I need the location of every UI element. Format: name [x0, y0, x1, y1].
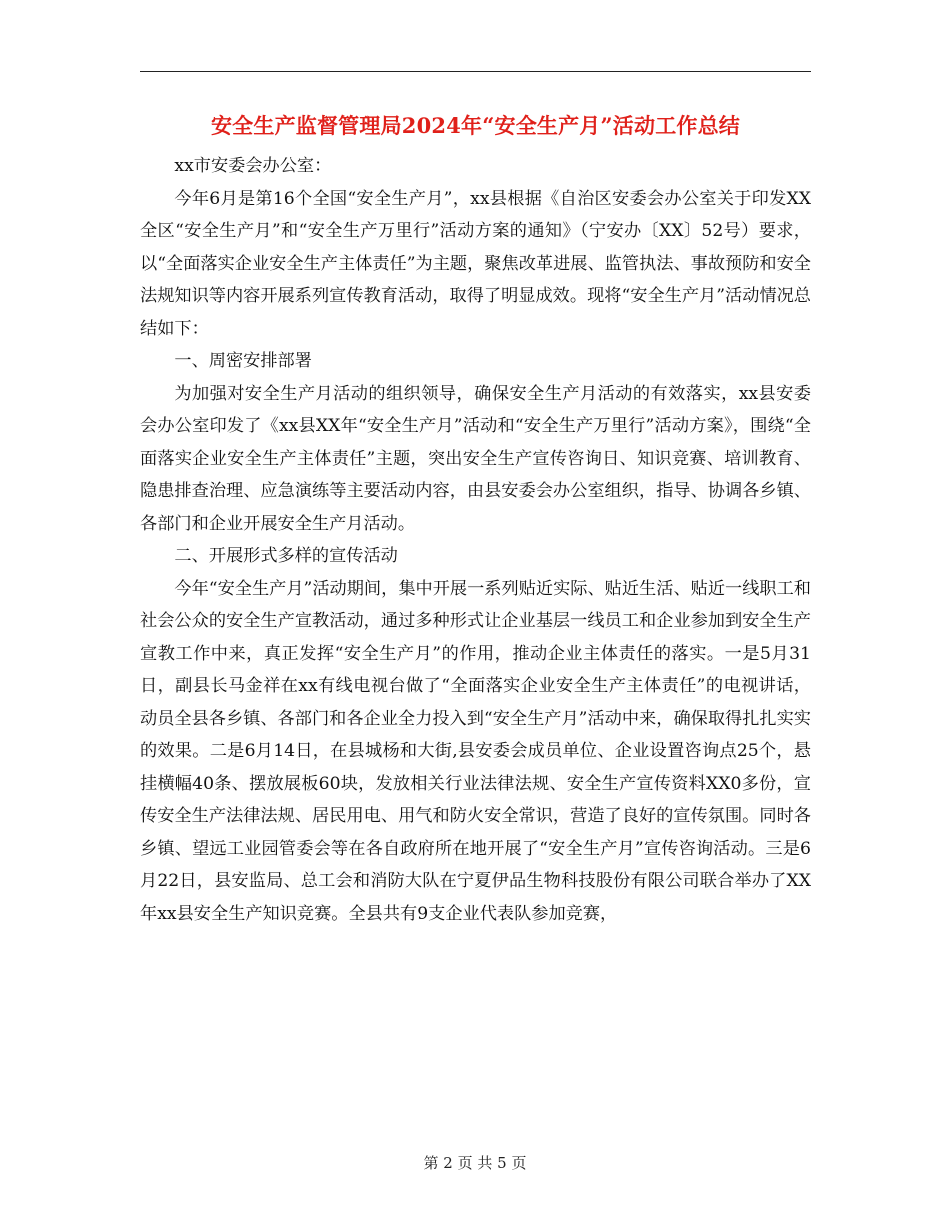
- salutation: xx市安委会办公室：: [174, 156, 332, 176]
- section-2-paragraph: 今年“安全生产月”活动期间，集中开展一系列贴近实际、贴近生活、贴近一线职工和社会公众的安全生产宣教活动，通过多种形式让企业基层一线员工和企业参加到安全生产宣教工作中来，真正发挥“安全生产月”的作用，推动企业主体责任的落实。一是5月31日，副县长马金祥在xx有线电视台做了“全面落实企业安全生产主体责任”的电视讲话，动员全县各乡镇、各部门和各企业全力投入到“安全生产月”活动中来，确保取得扎扎实实的效果。二是6月14日，在县城杨和大街,县安委会成员单位、企业设置咨询点25个，悬挂横幅40条、摆放展板60块，发放相关行业法律法规、安全生产宣传资料XX0多份，宣传安全生产法律法规、居民用电、用气和防火安全常识，营造了良好的宣传氛围。同时各乡镇、望远工业园管委会等在各自政府所在地开展了“安全生产月”宣传咨询活动。三是6月22日，县安监局、总工会和消防大队在宁夏伊品生物科技股份有限公司联合举办了XX年xx县安全生产知识竞赛。全县共有9支企业代表队参加竞赛，: [140, 578, 811, 924]
- section-heading-2: 二、开展形式多样的宣传活动: [174, 546, 398, 566]
- document-title: 安全生产监督管理局2024年“安全生产月”活动工作总结: [210, 113, 740, 138]
- header-rule: [140, 71, 811, 72]
- intro-paragraph: 今年6月是第16个全国“安全生产月”，xx县根据《自治区安委会办公室关于印发XX全区“安全生产月”和“安全生产万里行”活动方案的通知》（宁安办〔XX〕52号）要求，以“全面落实企业安全生产主体责任”为主题，聚焦改革进展、监管执法、事故预防和安全法规知识等内容开展系列宣传教育活动，取得了明显成效。现将“安全生产月”活动情况总结如下：: [140, 188, 811, 339]
- page-number: 第 2 页 共 5 页: [423, 1154, 527, 1172]
- document-body: [140, 150, 811, 930]
- section-heading-1: 一、周密安排部署: [174, 351, 312, 371]
- section-1-paragraph: 为加强对安全生产月活动的组织领导，确保安全生产月活动的有效落实，xx县安委会办公室印发了《xx县XX年“安全生产月”活动和“安全生产万里行”活动方案》，围绕“全面落实企业安全生产主体责任”主题，突出安全生产宣传咨询日、知识竞赛、培训教育、隐患排查治理、应急演练等主要活动内容，由县安委会办公室组织，指导、协调各乡镇、各部门和企业开展安全生产月活动。: [140, 383, 811, 534]
- page-footer: [0, 1151, 950, 1175]
